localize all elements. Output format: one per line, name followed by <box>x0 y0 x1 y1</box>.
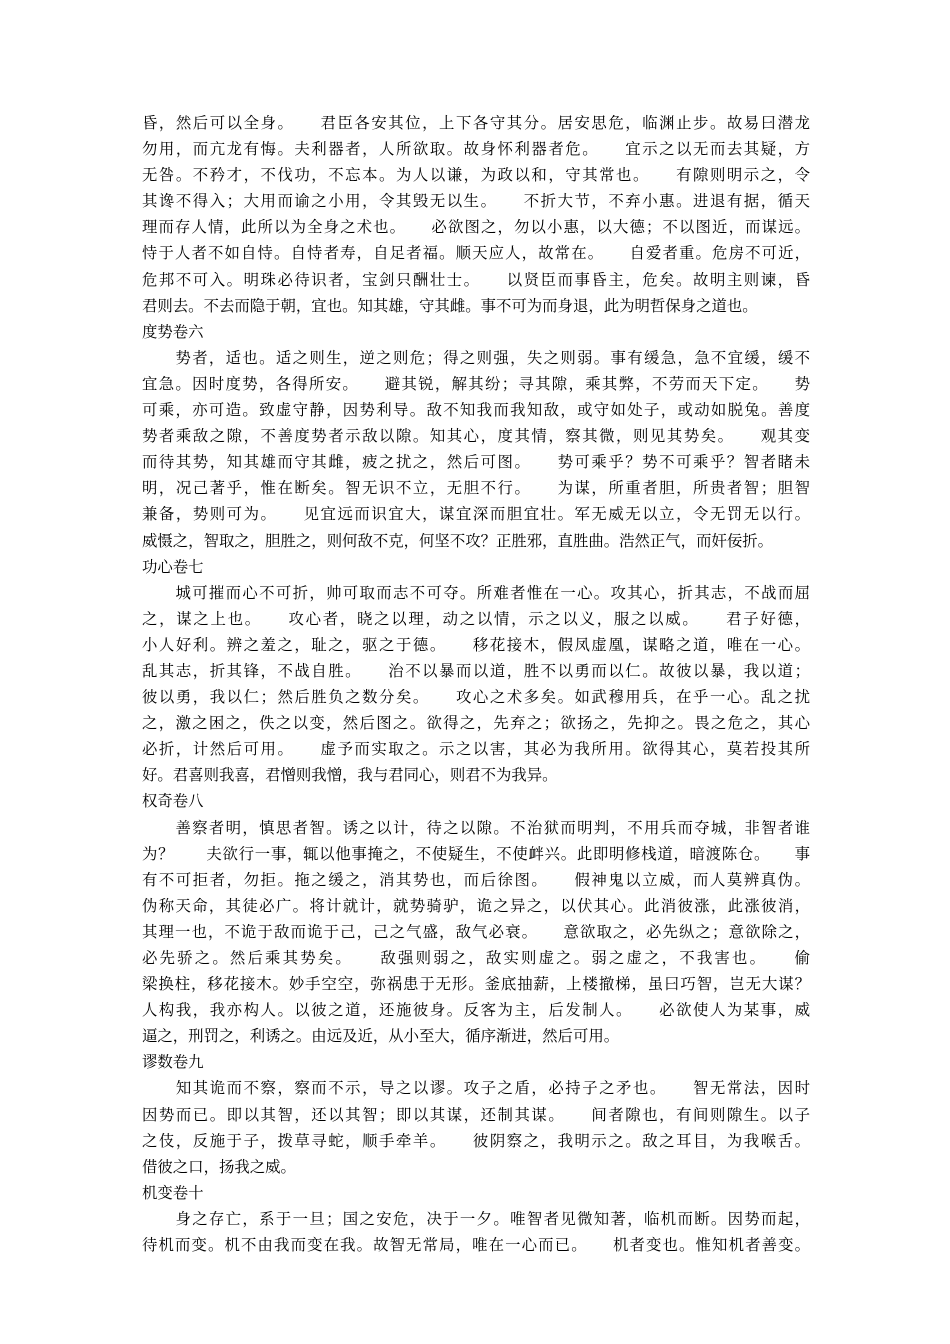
text-line: 好。君喜则我喜，君憎则我憎，我与君同心，则君不为我异。 <box>142 766 558 785</box>
text-line: 勿用，而亢龙有悔。夫利器者，人所欲取。故身怀利器者危。 宜示之以无而去其疑，方 <box>142 140 810 159</box>
section-heading: 功心卷七 <box>142 557 204 576</box>
text-line: 其理一也，不诡于敌而诡于己，己之气盛，敌气必衰。 意欲取之，必先纵之；意欲除之， <box>142 922 810 941</box>
text-line: 之，激之困之，佚之以变，然后图之。欲得之，先弃之；欲扬之，先抑之。畏之危之，其心 <box>142 714 810 733</box>
text-line: 之，谋之上也。 攻心者，晓之以理，动之以情，示之以义，服之以威。 君子好德， <box>142 609 810 628</box>
text-line: 危邦不可入。明珠必待识者，宝剑只酬壮士。 以贤臣而事昏主，危矣。故明主则谏，昏 <box>142 270 810 289</box>
text-line: 其谗不得入；大用而谕之小用，令其毁无以生。 不折大节，不弃小惠。进退有据，循天 <box>142 192 810 211</box>
section-heading: 谬数卷九 <box>142 1053 204 1072</box>
text-line: 善察者明，慎思者智。诱之以计，待之以隙。不治狱而明判，不用兵而夺城，非智者谁 <box>142 818 810 837</box>
text-line: 昏，然后可以全身。 君臣各安其位，上下各守其分。居安思危，临渊止步。故易曰潜龙 <box>142 114 810 132</box>
text-line: 彼以勇，我以仁；然后胜负之数分矣。 攻心之术多矣。如武穆用兵，在乎一心。乱之扰 <box>142 688 810 707</box>
text-line: 势者，适也。适之则生，逆之则危；得之则强，失之则弱。事有缓急，急不宜缓，缓不 <box>142 348 810 367</box>
text-line: 明，况己著乎，惟在断矣。智无识不立，无胆不行。 为谋，所重者胆，所贵者智；胆智 <box>142 479 810 498</box>
text-line: 知其诡而不察，察而不示，导之以谬。攻子之盾，必持子之矛也。 智无常法，因时 <box>142 1079 810 1098</box>
section-heading: 机变卷十 <box>142 1183 204 1202</box>
text-line: 逼之，刑罚之，利诱之。由远及近，从小至大，循序渐进，然后可用。 <box>142 1027 620 1046</box>
text-line: 势者乘敌之隙，不善度势者示敌以隙。知其心，度其情，察其微，则见其势矣。 观其变 <box>142 427 810 446</box>
text-line: 君则去。不去而隐于朝，宜也。知其雄，守其雌。事不可为而身退，此为明哲保身之道也。 <box>142 296 758 315</box>
text-line: 为？ 夫欲行一事，辄以他事掩之，不使疑生，不使衅兴。此即明修栈道，暗渡陈仓。 事 <box>142 844 810 863</box>
text-line: 身之存亡，系于一旦；国之安危，决于一夕。唯智者见微知著，临机而断。因势而起， <box>142 1209 810 1228</box>
text-line: 小人好利。辨之羞之，耻之，驱之于德。 移花接木，假凤虚凰，谋略之道，唯在一心。 <box>142 635 810 654</box>
text-line: 借彼之口，扬我之威。 <box>142 1157 296 1176</box>
text-line: 因势而已。即以其智，还以其智；即以其谋，还制其谋。 间者隙也，有间则隙生。以子 <box>142 1105 810 1124</box>
text-line: 城可摧而心不可折，帅可取而志不可夺。所难者惟在一心。攻其心，折其志，不战而屈 <box>142 583 810 602</box>
text-line: 必折，计然后可用。 虚予而实取之。示之以害，其必为我所用。欲得其心，莫若投其所 <box>142 740 810 759</box>
text-line: 而待其势，知其雄而守其雌，疲之扰之，然后可图。 势可乘乎？势不可乘乎？智者睹未 <box>142 453 810 472</box>
text-line: 恃于人者不如自恃。自恃者寿，自足者福。顺天应人，故常在。 自爱者重。危房不可近， <box>142 244 810 263</box>
text-line: 兼备，势则可为。 见宜远而识宜大，谋宜深而胆宜壮。军无威无以立，令无罚无以行。 <box>142 505 810 524</box>
text-line: 人构我，我亦构人。以彼之道，还施彼身。反客为主，后发制人。 必欲使人为某事，威 <box>142 1001 810 1020</box>
text-line: 乱其志，折其锋，不战自胜。 治不以暴而以道，胜不以勇而以仁。故彼以暴，我以道； <box>142 661 810 680</box>
text-line: 有不可拒者，勿拒。拖之缓之，消其势也，而后徐图。 假神鬼以立威，而人莫辨真伪。 <box>142 870 810 889</box>
text-line: 必先骄之。然后乘其势矣。 敌强则弱之，敌实则虚之。弱之虚之，不我害也。 偷 <box>142 949 810 967</box>
text-line: 宜急。因时度势，各得所安。 避其锐，解其纷；寻其隙，乘其弊，不劳而天下定。 势 <box>142 374 810 393</box>
text-line: 理而存人情，此所以为全身之术也。 必欲图之，勿以小惠，以大德；不以图近，而谋远。 <box>142 218 810 237</box>
text-line: 威慑之，智取之，胆胜之，则何敌不克，何坚不攻？正胜邪，直胜曲。浩然正气，而奸佞折。 <box>142 531 774 550</box>
section-heading: 度势卷六 <box>142 322 204 341</box>
document-page <box>142 110 810 1258</box>
section-heading: 权奇卷八 <box>142 792 204 811</box>
text-line: 梁换柱，移花接木。妙手空空，弥祸患于无形。釜底抽薪，上楼撤梯，虽曰巧智，岂无大谋？ <box>142 975 810 994</box>
text-line: 无咎。不矜才，不伐功，不忘本。为人以谦，为政以和，守其常也。 有隙则明示之，令 <box>142 166 810 185</box>
text-line: 待机而变。机不由我而变在我。故智无常局，唯在一心而已。 机者变也。惟知机者善变。 <box>142 1236 810 1255</box>
text-line: 之伎，反施于子，拨草寻蛇，顺手牵羊。 彼阴察之，我明示之。敌之耳目，为我喉舌。 <box>142 1131 810 1150</box>
text-line: 可乘，亦可造。致虚守静，因势利导。敌不知我而我知敌，或守如处子，或动如脱兔。善度 <box>142 401 810 420</box>
text-line: 伪称天命，其徒必广。将计就计，就势骑驴，诡之异之，以伏其心。此消彼涨，此涨彼消， <box>142 896 810 915</box>
